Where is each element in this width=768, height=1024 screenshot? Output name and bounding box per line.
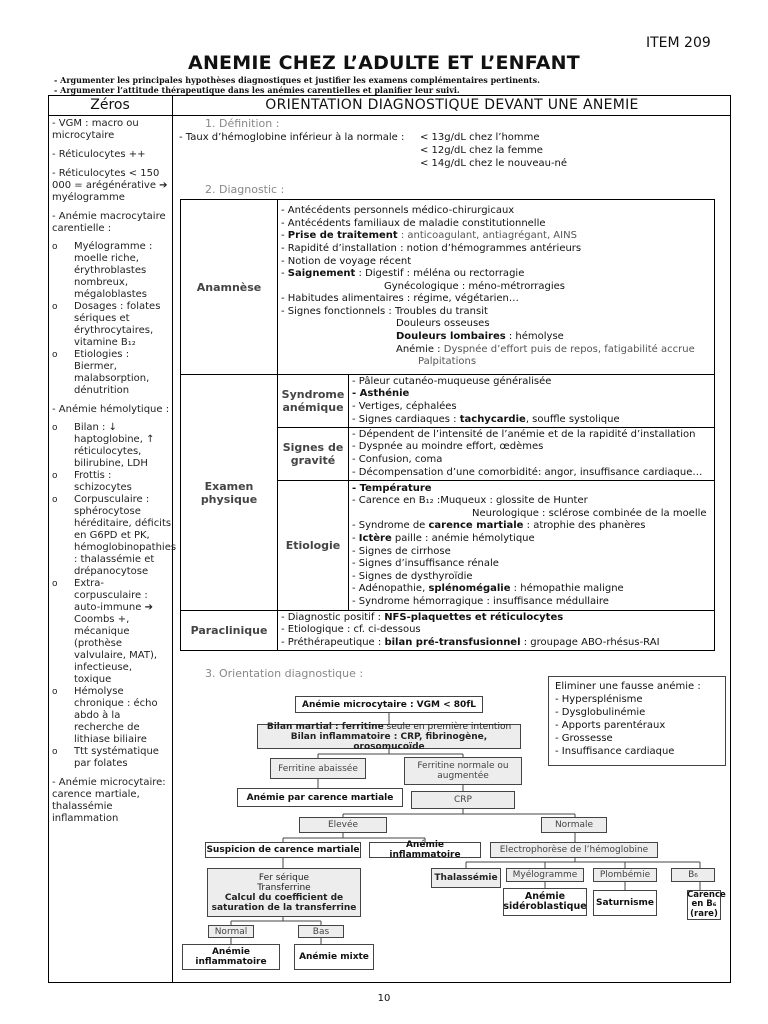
list-item: o Etiologies : Biermer, malabsorption, dénutrition: [52, 349, 150, 396]
etiologie-content: - Température - Carence en B₁₂ :Muqueux : glossite de Hunter Neurologique : sclérose combinée de la moelle - Syndrome de carence martiale : atrophie des phanères - Ictère paille : anémie hémolytique - Signes de cirrhose - Signes d’insuffisance rénale - Signes de dysthyroïdie - Adénopathie, splénomégalie : hémopathie maligne - Syndrome hémorragique : insuffisance médullaire: [349, 481, 715, 611]
zero-vgm: - VGM : macro ou microcytaire: [52, 118, 139, 141]
flow-suspicion-carence: Suspicion de carence martiale: [205, 842, 361, 858]
list-item: - Dysglobulinémie: [555, 707, 646, 718]
section-definition-title: 1. Définition :: [205, 117, 280, 130]
paraclinique-content: - Diagnostic positif : NFS-plaquettes et réticulocytes - Etiologique : cf. ci-dessous - Préthérapeutique : bilan pré-transfusionnel : groupage ABO-rhésus-RAI: [278, 611, 715, 651]
section-diagnostic-title: 2. Diagnostic :: [205, 183, 285, 196]
orientation-header: ORIENTATION DIAGNOSTIQUE DEVANT UNE ANEMIE: [265, 97, 639, 113]
flow-anemie-sideroblastique: Anémie sidéroblastique: [503, 888, 587, 916]
list-item: - Grossesse: [555, 733, 613, 744]
definition-homme: < 13g/dL chez l’homme: [420, 132, 540, 143]
page-number: 10: [377, 993, 391, 1004]
flow-saturnisme: Saturnisme: [593, 890, 657, 916]
flow-normale: Normale: [541, 817, 607, 833]
anamnese-label: Anamnèse: [181, 200, 278, 375]
zero-microcytaire: - Anémie microcytaire: carence martiale, thalassémie inflammation: [52, 777, 166, 824]
zero-macrocytaire: - Anémie macrocytaire carentielle :: [52, 211, 166, 234]
page-title: ANEMIE CHEZ L’ADULTE ET L’ENFANT: [188, 52, 580, 74]
flow-carence-martiale: Anémie par carence martiale: [237, 788, 403, 807]
signes-gravite-content: - Dépendent de l’intensité de l’anémie et de la rapidité d’installation - Dyspnée au moindre effort, œdèmes - Confusion, coma - Décompensation d’une comorbidité: angor, insuffisance cardiaque…: [349, 428, 715, 481]
examen-label: Examen physique: [181, 375, 278, 611]
definition-line: - Taux d’hémoglobine inférieur à la normale :: [179, 132, 405, 143]
definition-femme: < 12g/dL chez la femme: [420, 145, 543, 156]
flow-bas: Bas: [298, 925, 344, 938]
flow-ferritine-abaissee: Ferritine abaissée: [270, 758, 366, 779]
flow-anemie-inflammatoire: Anémie inflammatoire: [369, 842, 481, 858]
flow-carence-b6: Carence en B₆ (rare): [687, 889, 726, 919]
zero-reticulocytes: - Réticulocytes ++: [52, 149, 146, 160]
list-item: o Frottis : schizocytes: [52, 470, 132, 493]
list-item: - Hypersplénisme: [555, 694, 643, 705]
section-orientation-title: 3. Orientation diagnostique :: [205, 667, 364, 680]
etiologie-label: Etiologie: [278, 481, 349, 611]
objective-2: - Argumenter l’attitude thérapeutique dans les anémies carentielles et planifier leur suivi.: [54, 85, 460, 95]
list-item: o Hémolyse chronique : écho abdo à la recherche de lithiase biliaire: [52, 686, 158, 745]
list-item: o Bilan : ↓ haptoglobine, ↑ réticulocytes, bilirubine, LDH: [52, 422, 155, 469]
syndrome-anemique-label: Syndrome anémique: [278, 375, 349, 428]
flow-normal: Normal: [208, 925, 254, 938]
zero-hemolytique: - Anémie hémolytique :: [52, 404, 170, 415]
paraclinique-label: Paraclinique: [181, 611, 278, 651]
flow-anemie-inflammatoire-2: Anémie inflammatoire: [182, 944, 280, 970]
list-item: o Corpusculaire : sphérocytose héréditaire, déficits en G6PD et PK, hémoglobinopathies : thalassémie et drépanocytose: [52, 494, 177, 577]
item-number: ITEM 209: [646, 35, 711, 51]
syndrome-anemique-content: - Pâleur cutanéo-muqueuse généralisée - Asthénie - Vertiges, céphalées - Signes cardiaques : tachycardie, souffle systolique: [349, 375, 715, 428]
flow-ferritine-normale: Ferritine normale ou augmentée: [404, 757, 522, 785]
objective-1: - Argumenter les principales hypothèses diagnostiques et justifier les examens complémentaires pertinents.: [54, 75, 540, 85]
list-item: o Extra-corpusculaire : auto-immune ➔ Coombs +, mécanique (prothèse valvulaire, MAT), infectieuse, toxique: [52, 578, 158, 685]
list-item: - Apports parentéraux: [555, 720, 666, 731]
zeros-header: Zéros: [90, 97, 130, 113]
definition-nouveau-ne: < 14g/dL chez le nouveau-né: [420, 158, 568, 169]
anamnese-content: - Antécédents personnels médico-chirurgicaux - Antécédents familiaux de maladie constitutionnelle - Prise de traitement : anticoagulant, antiagrégant, AINS - Rapidité d’installation : notion d’hémogrammes antérieurs - Notion de voyage récent - Saignement : Digestif : méléna ou rectorragie Gynécologique : méno-métrorragies - Habitudes alimentaires : régime, végétarien… - Signes fonctionnels : Troubles du transit Douleurs osseuses Douleurs lombaires : hémolyse Anémie : Dyspnée d’effort puis de repos, fatigabilité accrue Palpitations: [278, 200, 715, 375]
list-item: o Ttt systématique par folates: [52, 746, 159, 769]
list-item: o Myélogramme : moelle riche, érythroblastes nombreux, mégaloblastes: [52, 241, 153, 300]
flow-myelogramme: Myélogramme: [506, 868, 584, 882]
flow-bilan: Bilan martial : ferritine seule en première intention Bilan inflammatoire : CRP, fibrinogène, orosomucoïde: [257, 724, 521, 749]
flow-plombemie: Plombémie: [593, 868, 657, 882]
flow-elevee: Elevée: [299, 817, 387, 833]
flow-electrophorese: Electrophorèse de l’hémoglobine: [490, 842, 658, 858]
flow-fer-serique: Fer sérique Transferrine Calcul du coefficient de saturation de la transferrine: [207, 868, 361, 917]
flow-anemie-microcytaire: Anémie microcytaire : VGM < 80fL: [295, 696, 483, 713]
zero-aregenerative: - Réticulocytes < 150 000 = arégénérative ➔ myélogramme: [52, 168, 168, 203]
flow-thalassemie: Thalassémie: [431, 868, 501, 888]
flow-anemie-mixte: Anémie mixte: [294, 944, 374, 970]
list-item: o Dosages : folates sériques et érythrocytaires, vitamine B₁₂: [52, 301, 161, 348]
flow-b6: B₆: [671, 868, 715, 882]
flow-crp: CRP: [411, 791, 515, 809]
eliminer-title: Eliminer une fausse anémie :: [555, 681, 701, 692]
list-item: - Insuffisance cardiaque: [555, 746, 675, 757]
signes-gravite-label: Signes de gravité: [278, 428, 349, 481]
